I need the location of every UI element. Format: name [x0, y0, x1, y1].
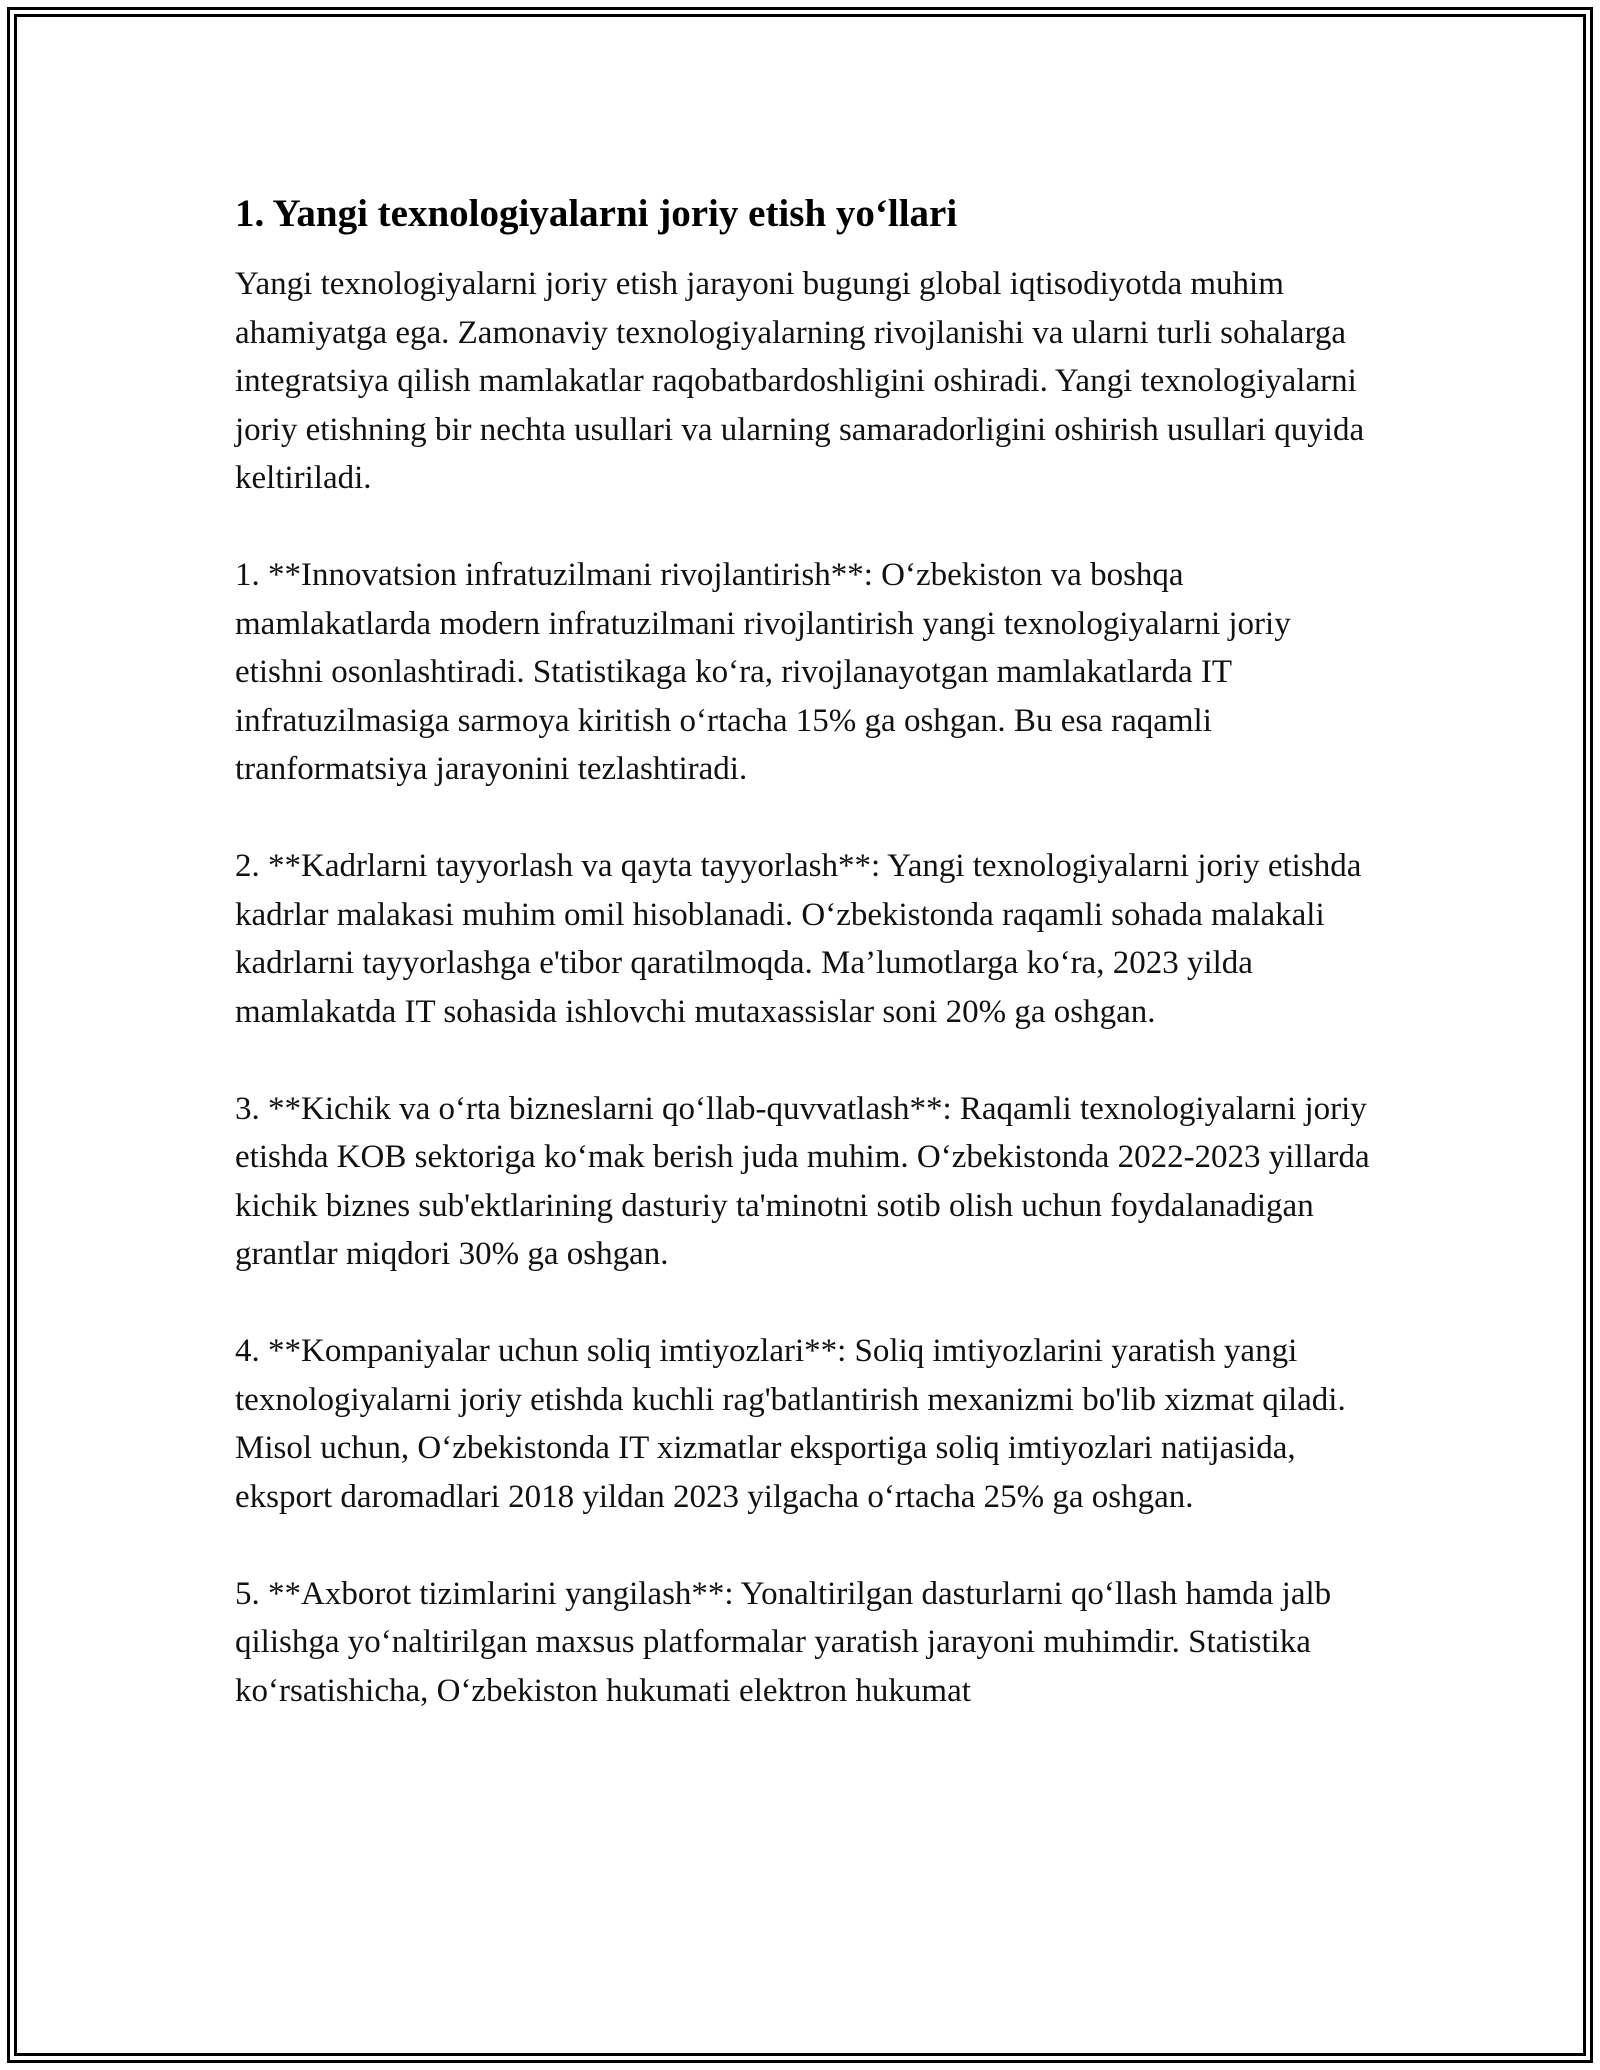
document-body: [235, 190, 1375, 1715]
list-item-3: 3. **Kichik va o‘rta bizneslarni qo‘llab-quvvatlash**: Raqamli texnologiyalarni joriy etishda KOB sektoriga ko‘mak berish juda muhim. O‘zbekistonda 2022-2023 yillarda kichik biznes sub'ektlarining dasturiy ta'minotni sotib olish uchun foydalanadigan grantlar miqdori 30% ga oshgan.: [235, 1090, 1370, 1272]
list-item-2: 2. **Kadrlarni tayyorlash va qayta tayyorlash**: Yangi texnologiyalarni joriy etishda kadrlar malakasi muhim omil hisoblanadi. O‘zbekistonda raqamli sohada malakali kadrlarni tayyorlashga e'tibor qaratilmoqda. Ma’lumotlarga ko‘ra, 2023 yilda mamlakatda IT sohasida ishlovchi mutaxassislar soni 20% ga oshgan.: [235, 848, 1362, 1030]
list-item-1: 1. **Innovatsion infratuzilmani rivojlantirish**: O‘zbekiston va boshqa mamlakatlarda modern infratuzilmani rivojlantirish yangi texnologiyalarni joriy etishni osonlashtiradi. Statistikaga ko‘ra, rivojlanayotgan mamlakatlarda IT infratuzilmasiga sarmoya kiritish o‘rtacha 15% ga oshgan. Bu esa raqamli tranformatsiya jarayonini tezlashtiradi.: [235, 557, 1291, 787]
section-heading: 1. Yangi texnologiyalarni joriy etish yo‘llari: [235, 192, 958, 235]
list-item-4: 4. **Kompaniyalar uchun soliq imtiyozlari**: Soliq imtiyozlarini yaratish yangi texnologiyalarni joriy etishda kuchli rag'batlantirish mexanizmi bo'lib xizmat qiladi. Misol uchun, O‘zbekistonda IT xizmatlar eksportiga soliq imtiyozlari natijasida, eksport daromadlari 2018 yildan 2023 yilgacha o‘rtacha 25% ga oshgan.: [235, 1333, 1346, 1515]
list-item-5: 5. **Axborot tizimlarini yangilash**: Yonaltirilgan dasturlarni qo‘llash hamda jalb qilishga yo‘naltirilgan maxsus platformalar yaratish jarayoni muhimdir. Statistika ko‘rsatishicha, O‘zbekiston hukumati elektron hukumat: [235, 1575, 1332, 1709]
intro-paragraph: Yangi texnologiyalarni joriy etish jarayoni bugungi global iqtisodiyotda muhim ahamiyatga ega. Zamonaviy texnologiyalarning rivojlanishi va ularni turli sohalarga integratsiya qilish mamlakatlar raqobatbardoshligini oshiradi. Yangi texnologiyalarni joriy etishning bir nechta usullari va ularning samaradorligini oshirish usullari quyida keltiriladi.: [235, 266, 1365, 496]
